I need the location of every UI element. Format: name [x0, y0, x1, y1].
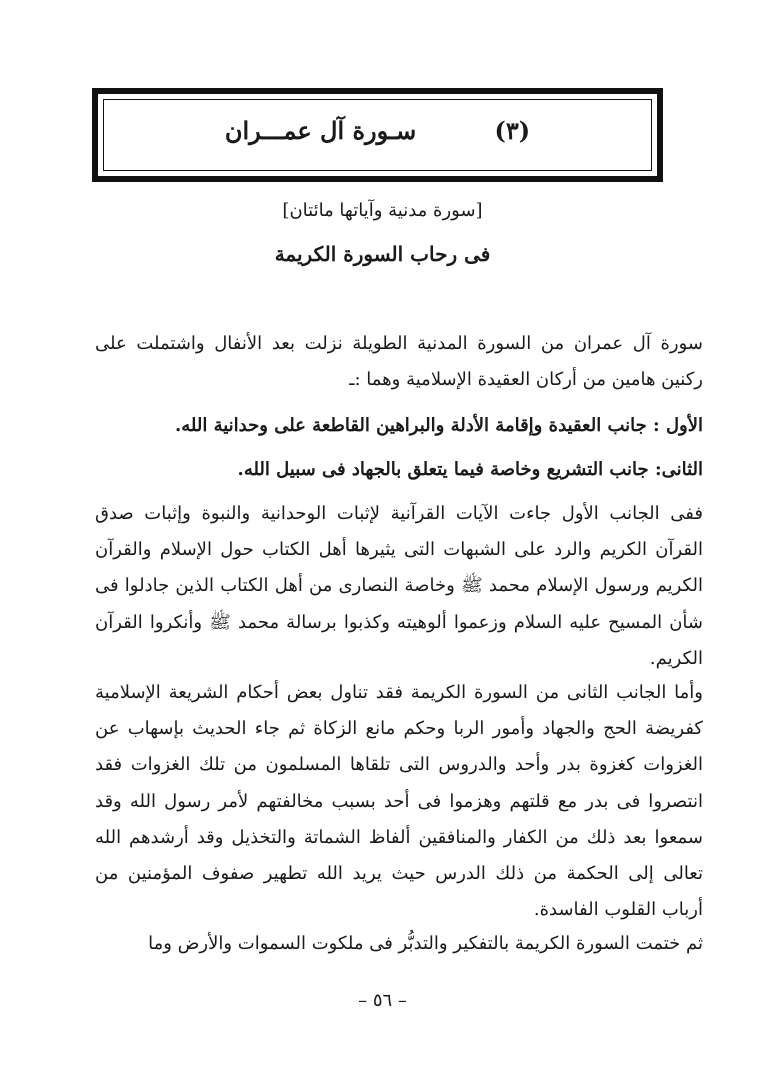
second-side-paragraph: وأما الجانب الثانى من السورة الكريمة فقد تناول بعض أحكام الشريعة الإسلامية كفريضة الحج والجهاد وأمور الربا وحكم مانع الزكاة ثم جاء الحديث بإسهاب عن الغزوات كغزوة بدر وأحد والدروس التى تلقاها المسلمون من تلك الغزوات فقد انتصروا فى بدر مع قلتهم وهزموا فى أحد بسبب مخالفتهم لأمر رسول الله وقد سمعوا بعد ذلك من الكفار والمنافقين ألفاظ الشماتة والتخذيل وقد أرشدهم الله تعالى إلى الحكمة من ذلك الدرس حيث يريد الله تطهير صفوف المؤمنين من أرباب القلوب الفاسدة. — [95, 682, 703, 921]
title-inner-border — [103, 99, 652, 171]
surah-title: سـورة آل عمـــران — [224, 116, 417, 145]
surah-number: (٣) — [494, 116, 531, 145]
page-number: – ٥٦ – — [358, 990, 407, 1011]
point-one: الأول : جانب العقيدة وإقامة الأدلة والبراهين القاطعة على وحدانية الله. — [174, 415, 703, 436]
surah-subtitle: [سورة مدنية وآياتها مائتان] — [282, 200, 483, 221]
surah-title-frame — [92, 88, 663, 182]
point-two: الثانى: جانب التشريع وخاصة فيما يتعلق بالجهاد فى سبيل الله. — [237, 459, 703, 480]
intro-paragraph: سورة آل عمران من السورة المدنية الطويلة نزلت بعد الأنفال واشتملت على ركنين هامين من أركان العقيدة الإسلامية وهما :ـ — [95, 333, 703, 391]
section-heading: فى رحاب السورة الكريمة — [274, 242, 491, 266]
surah-title-row — [104, 116, 651, 145]
first-side-paragraph: ففى الجانب الأول جاءت الآيات القرآنية لإثبات الوحدانية والنبوة وإثبات صدق القرآن الكريم والرد على الشبهات التى يثيرها أهل الكتاب حول الإسلام والقرآن الكريم ورسول الإسلام محمد ﷺ وخاصة النصارى من أهل الكتاب الذين جادلوا فى شأن المسيح عليه السلام وزعموا ألوهيته وكذبوا برسالة محمد ﷺ وأنكروا القرآن الكريم. — [95, 503, 703, 669]
closing-paragraph: ثم ختمت السورة الكريمة بالتفكير والتدبُّر فى ملكوت السموات والأرض وما — [148, 933, 703, 954]
